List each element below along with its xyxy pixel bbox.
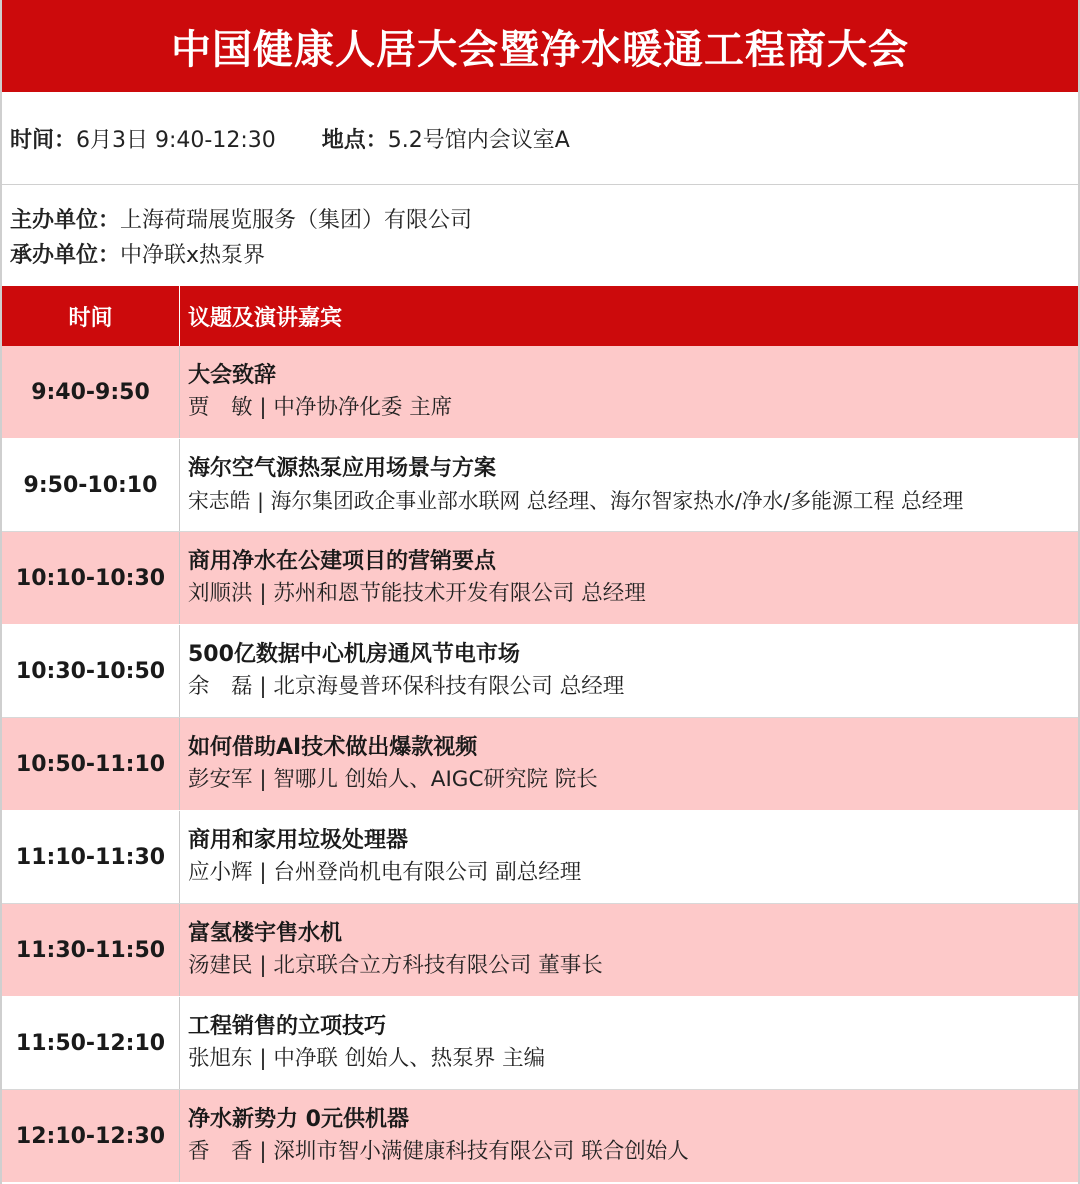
place-value: 5.2号馆内会议室A (387, 127, 570, 153)
host-value: 上海荷瑞展览服务（集团）有限公司 (120, 207, 473, 233)
row-topic: 工程销售的立项技巧 (188, 1014, 387, 1039)
organizers-row (2, 185, 1078, 286)
row-topic: 商用净水在公建项目的营销要点 (188, 549, 497, 574)
organizer-label: 承办单位： (10, 242, 121, 268)
row-speaker: 张旭东 | 中净联 创始人、热泵界 主编 (188, 1046, 546, 1071)
table-row (2, 904, 1078, 997)
table-row (2, 346, 1078, 439)
row-topic-cell (180, 997, 1078, 1089)
row-topic-cell (180, 811, 1078, 903)
row-topic: 大会致辞 (188, 363, 277, 388)
header-time: 时间 (2, 286, 180, 346)
row-topic-cell (180, 904, 1078, 996)
row-topic: 如何借助AI技术做出爆款视频 (188, 735, 478, 760)
agenda-table-header (2, 286, 1078, 346)
table-row (2, 811, 1078, 904)
table-row (2, 625, 1078, 718)
row-time: 11:30-11:50 (2, 904, 180, 996)
row-topic-cell (180, 625, 1078, 717)
row-time: 11:10-11:30 (2, 811, 180, 903)
row-topic-cell (180, 346, 1078, 438)
organizer-info (10, 238, 265, 269)
row-speaker: 彭安军 | 智哪儿 创始人、AIGC研究院 院长 (188, 767, 598, 792)
row-time: 11:50-12:10 (2, 997, 180, 1089)
row-topic-cell (180, 439, 1078, 531)
row-speaker: 香 香 | 深圳市智小满健康科技有限公司 联合创始人 (188, 1139, 689, 1164)
host-info (10, 203, 472, 234)
page-title: 中国健康人居大会暨净水暖通工程商大会 (2, 0, 1078, 92)
time-place-row (2, 92, 1078, 185)
row-topic: 富氢楼宇售水机 (188, 921, 343, 946)
row-topic: 商用和家用垃圾处理器 (188, 828, 409, 853)
agenda-table (2, 286, 1078, 1183)
row-speaker: 汤建民 | 北京联合立方科技有限公司 董事长 (188, 953, 603, 978)
row-time: 12:10-12:30 (2, 1090, 180, 1182)
place-label: 地点： (321, 127, 388, 153)
organizer-value: 中净联x热泵界 (120, 242, 266, 268)
table-row (2, 532, 1078, 625)
host-label: 主办单位： (10, 207, 121, 233)
row-topic: 海尔空气源热泵应用场景与方案 (188, 456, 497, 481)
row-topic-cell (180, 718, 1078, 810)
time-info (10, 123, 276, 154)
time-value: 6月3日 9:40-12:30 (76, 127, 276, 153)
row-speaker: 贾 敏 | 中净协净化委 主席 (188, 395, 453, 420)
row-time: 10:30-10:50 (2, 625, 180, 717)
row-speaker: 余 磊 | 北京海曼普环保科技有限公司 总经理 (188, 674, 625, 699)
row-topic-cell (180, 532, 1078, 624)
row-topic: 500亿数据中心机房通风节电市场 (188, 642, 520, 667)
table-row (2, 1090, 1078, 1183)
time-label: 时间： (10, 127, 77, 153)
table-row (2, 439, 1078, 532)
row-time: 10:10-10:30 (2, 532, 180, 624)
row-speaker: 宋志皓 | 海尔集团政企事业部水联网 总经理、海尔智家热水/净水/多能源工程 总经理 (188, 489, 964, 513)
place-info (322, 123, 570, 154)
row-topic-cell (180, 1090, 1078, 1182)
row-speaker: 应小辉 | 台州登尚机电有限公司 副总经理 (188, 860, 582, 885)
row-time: 9:40-9:50 (2, 346, 180, 438)
row-speaker: 刘顺洪 | 苏州和恩节能技术开发有限公司 总经理 (188, 581, 646, 606)
row-time: 9:50-10:10 (2, 439, 180, 531)
table-row (2, 997, 1078, 1090)
row-topic: 净水新势力 0元供机器 (188, 1107, 409, 1132)
row-time: 10:50-11:10 (2, 718, 180, 810)
header-topic: 议题及演讲嘉宾 (188, 305, 343, 331)
table-row (2, 718, 1078, 811)
